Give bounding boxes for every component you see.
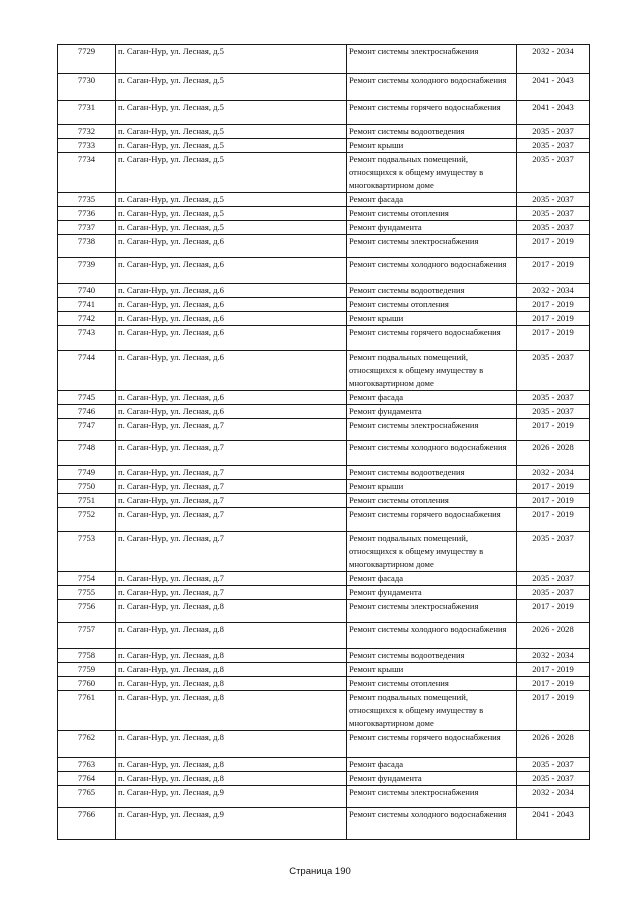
row-address: п. Саган-Нур, ул. Лесная, д.5	[116, 74, 347, 101]
row-address: п. Саган-Нур, ул. Лесная, д.7	[116, 480, 347, 494]
row-address: п. Саган-Нур, ул. Лесная, д.5	[116, 207, 347, 221]
table-row	[58, 480, 590, 494]
table-row	[58, 532, 590, 572]
row-address: п. Саган-Нур, ул. Лесная, д.7	[116, 532, 347, 572]
row-number: 7730	[58, 74, 116, 101]
table-row	[58, 312, 590, 326]
row-work-type: Ремонт системы горячего водоснабжения	[347, 101, 517, 125]
table-row	[58, 258, 590, 284]
row-number: 7746	[58, 405, 116, 419]
row-period: 2035 - 2037	[517, 125, 590, 139]
row-period: 2017 - 2019	[517, 691, 590, 731]
row-period: 2035 - 2037	[517, 772, 590, 786]
row-address: п. Саган-Нур, ул. Лесная, д.6	[116, 326, 347, 351]
row-work-type: Ремонт фасада	[347, 391, 517, 405]
table-row	[58, 508, 590, 532]
row-period: 2035 - 2037	[517, 153, 590, 193]
row-work-type: Ремонт системы холодного водоснабжения	[347, 808, 517, 840]
row-number: 7765	[58, 786, 116, 808]
row-work-type: Ремонт системы водоотведения	[347, 284, 517, 298]
row-number: 7760	[58, 677, 116, 691]
row-work-type: Ремонт системы отопления	[347, 298, 517, 312]
row-period: 2017 - 2019	[517, 298, 590, 312]
row-period: 2035 - 2037	[517, 139, 590, 153]
row-work-type: Ремонт крыши	[347, 312, 517, 326]
row-work-type: Ремонт системы водоотведения	[347, 466, 517, 480]
table-row	[58, 298, 590, 312]
row-number: 7731	[58, 101, 116, 125]
row-work-type: Ремонт фундамента	[347, 772, 517, 786]
table-row	[58, 494, 590, 508]
row-number: 7761	[58, 691, 116, 731]
table-body	[58, 45, 590, 840]
row-address: п. Саган-Нур, ул. Лесная, д.7	[116, 494, 347, 508]
row-address: п. Саган-Нур, ул. Лесная, д.6	[116, 298, 347, 312]
row-address: п. Саган-Нур, ул. Лесная, д.6	[116, 258, 347, 284]
row-work-type: Ремонт фасада	[347, 572, 517, 586]
row-number: 7747	[58, 419, 116, 441]
row-period: 2017 - 2019	[517, 419, 590, 441]
row-period: 2035 - 2037	[517, 532, 590, 572]
row-address: п. Саган-Нур, ул. Лесная, д.6	[116, 284, 347, 298]
table-row	[58, 405, 590, 419]
row-period: 2017 - 2019	[517, 258, 590, 284]
row-period: 2035 - 2037	[517, 391, 590, 405]
row-work-type: Ремонт подвальных помещений, относящихся к общему имуществу в многоквартирном доме	[347, 532, 517, 572]
row-number: 7753	[58, 532, 116, 572]
row-work-type: Ремонт системы холодного водоснабжения	[347, 258, 517, 284]
row-period: 2017 - 2019	[517, 600, 590, 623]
row-work-type: Ремонт фасада	[347, 193, 517, 207]
row-number: 7758	[58, 649, 116, 663]
row-work-type: Ремонт системы отопления	[347, 207, 517, 221]
row-work-type: Ремонт крыши	[347, 480, 517, 494]
row-period: 2032 - 2034	[517, 466, 590, 480]
row-work-type: Ремонт фундамента	[347, 405, 517, 419]
row-address: п. Саган-Нур, ул. Лесная, д.8	[116, 600, 347, 623]
row-address: п. Саган-Нур, ул. Лесная, д.6	[116, 391, 347, 405]
row-period: 2035 - 2037	[517, 351, 590, 391]
row-number: 7754	[58, 572, 116, 586]
row-work-type: Ремонт системы электроснабжения	[347, 419, 517, 441]
row-number: 7742	[58, 312, 116, 326]
table-row	[58, 600, 590, 623]
table-row	[58, 758, 590, 772]
row-number: 7756	[58, 600, 116, 623]
row-period: 2032 - 2034	[517, 284, 590, 298]
row-work-type: Ремонт системы холодного водоснабжения	[347, 441, 517, 466]
table-row	[58, 207, 590, 221]
row-address: п. Саган-Нур, ул. Лесная, д.5	[116, 45, 347, 74]
table-row	[58, 772, 590, 786]
row-number: 7745	[58, 391, 116, 405]
row-address: п. Саган-Нур, ул. Лесная, д.6	[116, 405, 347, 419]
row-period: 2041 - 2043	[517, 808, 590, 840]
row-period: 2035 - 2037	[517, 193, 590, 207]
table-row	[58, 193, 590, 207]
table-row	[58, 786, 590, 808]
row-period: 2026 - 2028	[517, 623, 590, 649]
row-address: п. Саган-Нур, ул. Лесная, д.5	[116, 193, 347, 207]
row-number: 7743	[58, 326, 116, 351]
row-address: п. Саган-Нур, ул. Лесная, д.8	[116, 772, 347, 786]
row-work-type: Ремонт системы холодного водоснабжения	[347, 74, 517, 101]
row-number: 7764	[58, 772, 116, 786]
table-row	[58, 466, 590, 480]
row-work-type: Ремонт системы водоотведения	[347, 125, 517, 139]
table-row	[58, 691, 590, 731]
row-address: п. Саган-Нур, ул. Лесная, д.9	[116, 808, 347, 840]
row-number: 7729	[58, 45, 116, 74]
row-address: п. Саган-Нур, ул. Лесная, д.9	[116, 786, 347, 808]
row-number: 7763	[58, 758, 116, 772]
row-work-type: Ремонт системы холодного водоснабжения	[347, 623, 517, 649]
row-period: 2017 - 2019	[517, 235, 590, 258]
row-number: 7736	[58, 207, 116, 221]
row-period: 2017 - 2019	[517, 677, 590, 691]
row-period: 2035 - 2037	[517, 586, 590, 600]
row-number: 7751	[58, 494, 116, 508]
row-work-type: Ремонт фундамента	[347, 221, 517, 235]
row-address: п. Саган-Нур, ул. Лесная, д.8	[116, 691, 347, 731]
row-address: п. Саган-Нур, ул. Лесная, д.5	[116, 221, 347, 235]
row-address: п. Саган-Нур, ул. Лесная, д.7	[116, 572, 347, 586]
row-address: п. Саган-Нур, ул. Лесная, д.7	[116, 441, 347, 466]
row-period: 2017 - 2019	[517, 326, 590, 351]
row-period: 2017 - 2019	[517, 480, 590, 494]
row-number: 7748	[58, 441, 116, 466]
row-number: 7739	[58, 258, 116, 284]
table-row	[58, 623, 590, 649]
table-row	[58, 586, 590, 600]
row-period: 2026 - 2028	[517, 441, 590, 466]
row-work-type: Ремонт системы отопления	[347, 677, 517, 691]
row-period: 2017 - 2019	[517, 312, 590, 326]
row-address: п. Саган-Нур, ул. Лесная, д.5	[116, 125, 347, 139]
row-number: 7766	[58, 808, 116, 840]
row-number: 7734	[58, 153, 116, 193]
row-number: 7737	[58, 221, 116, 235]
row-number: 7735	[58, 193, 116, 207]
row-period: 2032 - 2034	[517, 45, 590, 74]
row-address: п. Саган-Нур, ул. Лесная, д.7	[116, 466, 347, 480]
row-work-type: Ремонт крыши	[347, 663, 517, 677]
row-period: 2035 - 2037	[517, 572, 590, 586]
table-row	[58, 125, 590, 139]
row-period: 2035 - 2037	[517, 207, 590, 221]
row-number: 7757	[58, 623, 116, 649]
row-address: п. Саган-Нур, ул. Лесная, д.5	[116, 101, 347, 125]
row-period: 2041 - 2043	[517, 101, 590, 125]
row-work-type: Ремонт системы горячего водоснабжения	[347, 731, 517, 758]
row-work-type: Ремонт фасада	[347, 758, 517, 772]
table-row	[58, 391, 590, 405]
row-number: 7762	[58, 731, 116, 758]
table-row	[58, 284, 590, 298]
table-row	[58, 351, 590, 391]
table-row	[58, 101, 590, 125]
repair-schedule-table	[57, 44, 590, 840]
row-work-type: Ремонт подвальных помещений, относящихся к общему имуществу в многоквартирном доме	[347, 351, 517, 391]
row-number: 7744	[58, 351, 116, 391]
table-row	[58, 441, 590, 466]
row-number: 7740	[58, 284, 116, 298]
row-period: 2026 - 2028	[517, 731, 590, 758]
page-number: Страница 190	[289, 866, 351, 877]
row-number: 7750	[58, 480, 116, 494]
row-number: 7749	[58, 466, 116, 480]
row-address: п. Саган-Нур, ул. Лесная, д.7	[116, 586, 347, 600]
row-work-type: Ремонт подвальных помещений, относящихся к общему имуществу в многоквартирном доме	[347, 691, 517, 731]
row-work-type: Ремонт системы горячего водоснабжения	[347, 508, 517, 532]
row-address: п. Саган-Нур, ул. Лесная, д.6	[116, 351, 347, 391]
row-period: 2017 - 2019	[517, 508, 590, 532]
row-number: 7732	[58, 125, 116, 139]
row-address: п. Саган-Нур, ул. Лесная, д.6	[116, 235, 347, 258]
table-row	[58, 649, 590, 663]
table-row	[58, 808, 590, 840]
row-work-type: Ремонт системы отопления	[347, 494, 517, 508]
table-row	[58, 419, 590, 441]
table-row	[58, 221, 590, 235]
row-period: 2017 - 2019	[517, 494, 590, 508]
table-row	[58, 731, 590, 758]
row-period: 2041 - 2043	[517, 74, 590, 101]
row-number: 7752	[58, 508, 116, 532]
row-period: 2032 - 2034	[517, 649, 590, 663]
row-period: 2032 - 2034	[517, 786, 590, 808]
row-number: 7733	[58, 139, 116, 153]
row-address: п. Саган-Нур, ул. Лесная, д.8	[116, 677, 347, 691]
row-period: 2035 - 2037	[517, 405, 590, 419]
table-row	[58, 663, 590, 677]
row-address: п. Саган-Нур, ул. Лесная, д.7	[116, 419, 347, 441]
table-row	[58, 45, 590, 74]
row-work-type: Ремонт крыши	[347, 139, 517, 153]
row-period: 2017 - 2019	[517, 663, 590, 677]
row-work-type: Ремонт фундамента	[347, 586, 517, 600]
row-number: 7759	[58, 663, 116, 677]
row-number: 7755	[58, 586, 116, 600]
row-work-type: Ремонт системы горячего водоснабжения	[347, 326, 517, 351]
row-work-type: Ремонт системы электроснабжения	[347, 235, 517, 258]
row-number: 7738	[58, 235, 116, 258]
row-address: п. Саган-Нур, ул. Лесная, д.6	[116, 312, 347, 326]
row-work-type: Ремонт системы электроснабжения	[347, 786, 517, 808]
row-work-type: Ремонт системы электроснабжения	[347, 600, 517, 623]
row-address: п. Саган-Нур, ул. Лесная, д.5	[116, 139, 347, 153]
table-row	[58, 235, 590, 258]
table-row	[58, 677, 590, 691]
table-row	[58, 326, 590, 351]
row-period: 2035 - 2037	[517, 758, 590, 772]
row-period: 2035 - 2037	[517, 221, 590, 235]
table-row	[58, 153, 590, 193]
table-row	[58, 74, 590, 101]
row-address: п. Саган-Нур, ул. Лесная, д.8	[116, 663, 347, 677]
row-work-type: Ремонт системы водоотведения	[347, 649, 517, 663]
row-address: п. Саган-Нур, ул. Лесная, д.8	[116, 758, 347, 772]
row-address: п. Саган-Нур, ул. Лесная, д.8	[116, 731, 347, 758]
row-address: п. Саган-Нур, ул. Лесная, д.8	[116, 623, 347, 649]
row-address: п. Саган-Нур, ул. Лесная, д.8	[116, 649, 347, 663]
row-work-type: Ремонт подвальных помещений, относящихся к общему имуществу в многоквартирном доме	[347, 153, 517, 193]
row-work-type: Ремонт системы электроснабжения	[347, 45, 517, 74]
row-address: п. Саган-Нур, ул. Лесная, д.7	[116, 508, 347, 532]
row-number: 7741	[58, 298, 116, 312]
row-address: п. Саган-Нур, ул. Лесная, д.5	[116, 153, 347, 193]
table-row	[58, 572, 590, 586]
table-row	[58, 139, 590, 153]
